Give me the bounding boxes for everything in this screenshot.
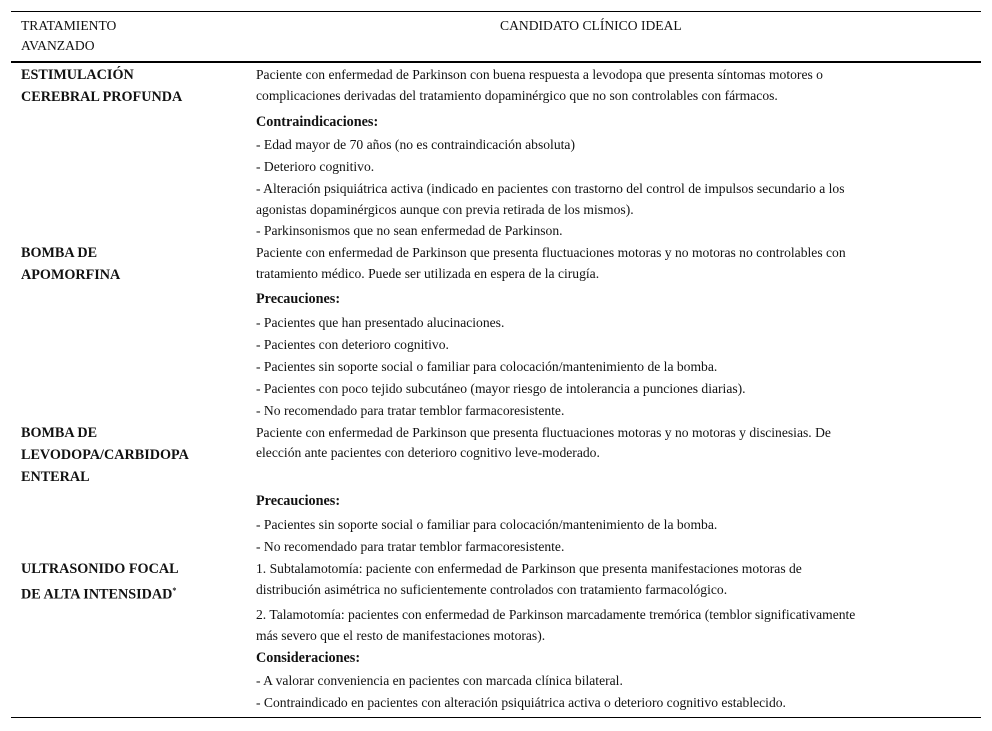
candidate-description: 1. Subtalamotomía: paciente con enfermedad de Parkinson que presenta manifestaciones motoras de xyxy=(256,561,802,576)
treatment-name xyxy=(21,582,176,604)
treatment-name-text: DE ALTA INTENSIDAD xyxy=(21,586,173,603)
list-item: - Deterioro cognitivo. xyxy=(256,159,375,174)
treatment-name: CEREBRAL PROFUNDA xyxy=(21,89,183,105)
list-item: - Pacientes sin soporte social o familiar para colocación/mantenimiento de la bomba. xyxy=(256,359,718,374)
list-item: - No recomendado para tratar temblor farmacoresistente. xyxy=(256,403,565,418)
treatment-name: ESTIMULACIÓN xyxy=(21,67,134,83)
candidate-description: más severo que el resto de manifestaciones motoras). xyxy=(256,628,546,643)
list-item: - No recomendado para tratar temblor farmacoresistente. xyxy=(256,539,565,554)
treatment-name: ULTRASONIDO FOCAL xyxy=(21,561,179,577)
list-item: - Contraindicado en pacientes con alteración psiquiátrica activa o deterioro cognitivo establecido. xyxy=(256,695,786,710)
treatment-name: APOMORFINA xyxy=(21,267,121,283)
treatment-name: BOMBA DE xyxy=(21,245,98,261)
sub-heading: Consideraciones: xyxy=(256,650,361,666)
sub-heading: Precauciones: xyxy=(256,291,341,307)
header-candidate: CANDIDATO CLÍNICO IDEAL xyxy=(500,18,682,33)
list-item: - Pacientes sin soporte social o familiar para colocación/mantenimiento de la bomba. xyxy=(256,517,718,532)
list-item: - A valorar conveniencia en pacientes con marcada clínica bilateral. xyxy=(256,673,623,688)
treatment-name: BOMBA DE xyxy=(21,425,98,441)
footnote-marker: * xyxy=(172,586,177,595)
list-item: agonistas dopaminérgicos aunque con previa retirada de los mismos). xyxy=(256,202,634,217)
table-top-rule xyxy=(11,11,981,12)
list-item: - Pacientes con poco tejido subcutáneo (mayor riesgo de intolerancia a punciones diarias). xyxy=(256,381,746,396)
candidate-description: Paciente con enfermedad de Parkinson que presenta fluctuaciones motoras y no motoras y discinesias. De xyxy=(256,425,831,440)
header-bottom-rule xyxy=(11,61,981,63)
list-item: - Edad mayor de 70 años (no es contraindicación absoluta) xyxy=(256,137,575,152)
candidate-description: complicaciones derivadas del tratamiento dopaminérgico que no son controlables con fármacos. xyxy=(256,88,778,103)
candidate-description: tratamiento médico. Puede ser utilizada en espera de la cirugía. xyxy=(256,266,600,281)
sub-heading: Contraindicaciones: xyxy=(256,114,379,130)
sub-heading: Precauciones: xyxy=(256,493,341,509)
table-bottom-rule xyxy=(11,717,981,718)
candidate-description: elección ante pacientes con deterioro cognitivo leve-moderado. xyxy=(256,445,600,460)
header-treatment: AVANZADO xyxy=(21,38,95,53)
candidate-description: Paciente con enfermedad de Parkinson que presenta fluctuaciones motoras y no motoras no controlables con xyxy=(256,245,846,260)
list-item: - Alteración psiquiátrica activa (indicado en pacientes con trastorno del control de impulsos secundario a los xyxy=(256,181,845,196)
header-treatment: TRATAMIENTO xyxy=(21,18,117,33)
candidate-description: 2. Talamotomía: pacientes con enfermedad de Parkinson marcadamente tremórica (temblor significativamente xyxy=(256,607,856,622)
list-item: - Parkinsonismos que no sean enfermedad de Parkinson. xyxy=(256,223,563,238)
candidate-description: Paciente con enfermedad de Parkinson con buena respuesta a levodopa que presenta síntomas motores o xyxy=(256,67,823,82)
list-item: - Pacientes que han presentado alucinaciones. xyxy=(256,315,505,330)
treatment-name: LEVODOPA/CARBIDOPA xyxy=(21,447,189,463)
candidate-description: distribución asimétrica no suficientemente controlados con tratamiento farmacológico. xyxy=(256,582,728,597)
treatment-name: ENTERAL xyxy=(21,469,90,485)
list-item: - Pacientes con deterioro cognitivo. xyxy=(256,337,449,352)
